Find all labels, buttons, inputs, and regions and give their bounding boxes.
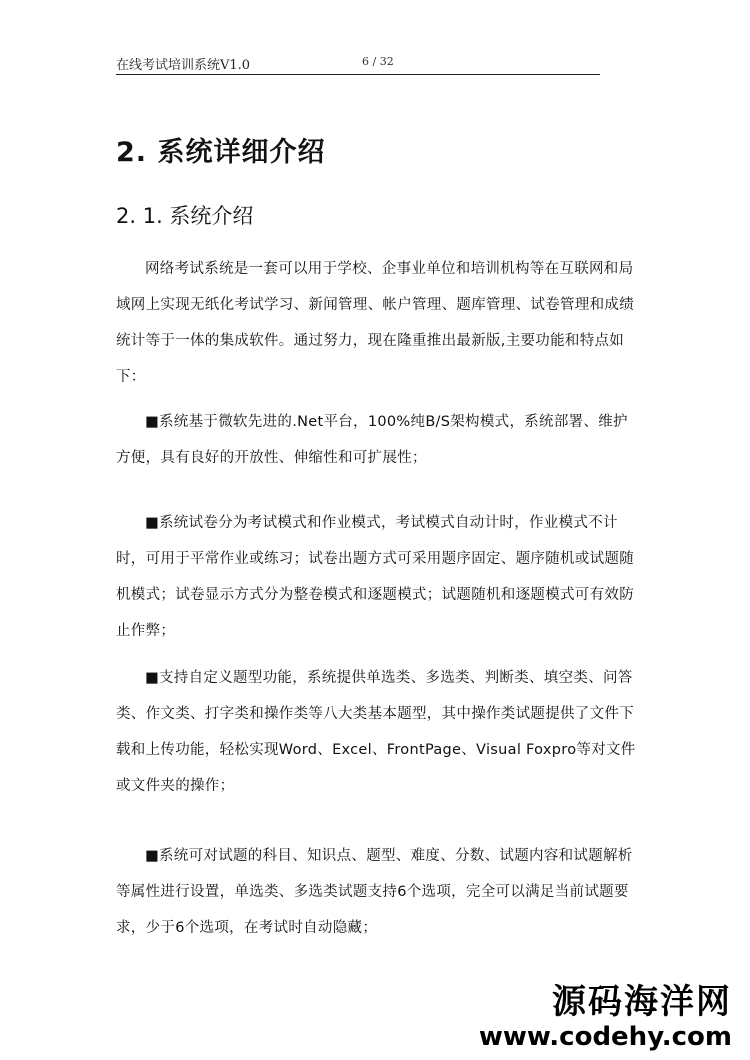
document-title: 在线考试培训系统V1.0	[116, 58, 251, 73]
feature-paragraph-exam-mode: ■系统试卷分为考试模式和作业模式，考试模式自动计时，作业模式不计时，可用于平常作业或练习；试卷出题方式可采用题序固定、题序随机或试题随机模式；试卷显示方式分为整卷模式和逐题模式；试题随机和逐题模式可有效防止作弊；	[116, 515, 634, 639]
feature-paragraph-platform: ■系统基于微软先进的.Net平台，100%纯B/S架构模式，系统部署、维护方便，具有良好的开放性、伸缩性和可扩展性；	[116, 414, 628, 466]
page-header	[116, 52, 600, 75]
section-heading: 2. 系统详细介绍	[116, 137, 326, 168]
watermark-name: 源码海洋网	[552, 982, 732, 1022]
feature-paragraph-question-types: ■支持自定义题型功能，系统提供单选类、多选类、判断类、填空类、问答类、作文类、打字类和操作类等八大类基本题型，其中操作类试题提供了文件下载和上传功能，轻松实现Word、Excel、FrontPage、Visual Foxpro等对文件或文件夹的操作；	[116, 670, 636, 794]
subsection-heading: 2. 1. 系统介绍	[116, 204, 254, 228]
intro-paragraph: 网络考试系统是一套可以用于学校、企事业单位和培训机构等在互联网和局域网上实现无纸化考试学习、新闻管理、帐户管理、题库管理、试卷管理和成绩统计等于一体的集成软件。通过努力，现在隆重推出最新版,主要功能和特点如下：	[116, 261, 634, 385]
feature-paragraph-question-attributes: ■系统可对试题的科目、知识点、题型、难度、分数、试题内容和试题解析等属性进行设置，单选类、多选类试题支持6个选项，完全可以满足当前试题要求，少于6个选项，在考试时自动隐藏；	[116, 848, 633, 936]
site-watermark	[479, 982, 732, 1052]
watermark-url: www.codehy.com	[478, 1022, 732, 1052]
page-number: 6 / 32	[362, 55, 394, 68]
